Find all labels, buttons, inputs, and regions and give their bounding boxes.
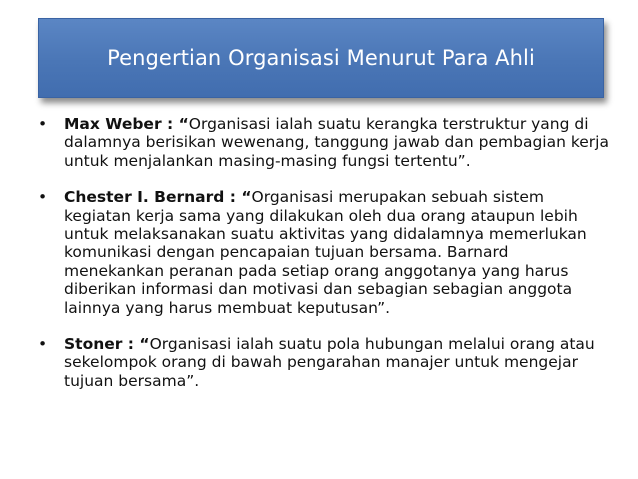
slide-title: Pengertian Organisasi Menurut Para Ahli bbox=[107, 46, 535, 70]
definition-text: Organisasi merupakan sebuah sistem kegiatan kerja sama yang dilakukan oleh dua orang ataupun lebih untuk melaksanakan suatu aktivitas yang didalamnya memerlukan komunikasi dengan pencapaian tujuan bersama. Barnard menekankan peranan pada setiap orang anggotanya yang harus diberikan informasi dan motivasi dan sebagian sebagian anggota lainnya yang harus membuat keputusan”. bbox=[64, 188, 587, 317]
bullet-item-stoner bbox=[38, 335, 613, 390]
author-name: Stoner : “ bbox=[64, 335, 150, 354]
bullet-dot-icon: • bbox=[38, 115, 48, 133]
author-name: Chester I. Bernard : “ bbox=[64, 188, 252, 207]
bullet-dot-icon: • bbox=[38, 188, 48, 207]
bullet-item-max-weber bbox=[38, 115, 613, 170]
definition-text: Organisasi ialah suatu kerangka terstruktur yang di dalamnya berisikan wewenang, tanggung jawab dan pembagian kerja untuk menjalankan masing-masing fungsi tertentu”. bbox=[64, 115, 609, 170]
bullet-list bbox=[38, 115, 613, 408]
title-banner bbox=[38, 18, 604, 98]
bullet-dot-icon: • bbox=[38, 335, 48, 354]
author-name: Max Weber : “ bbox=[64, 115, 189, 133]
definition-text: Organisasi ialah suatu pola hubungan melalui orang atau sekelompok orang di bawah pengarahan manajer untuk mengejar tujuan bersama”. bbox=[64, 335, 595, 390]
bullet-item-chester-bernard bbox=[38, 188, 613, 317]
